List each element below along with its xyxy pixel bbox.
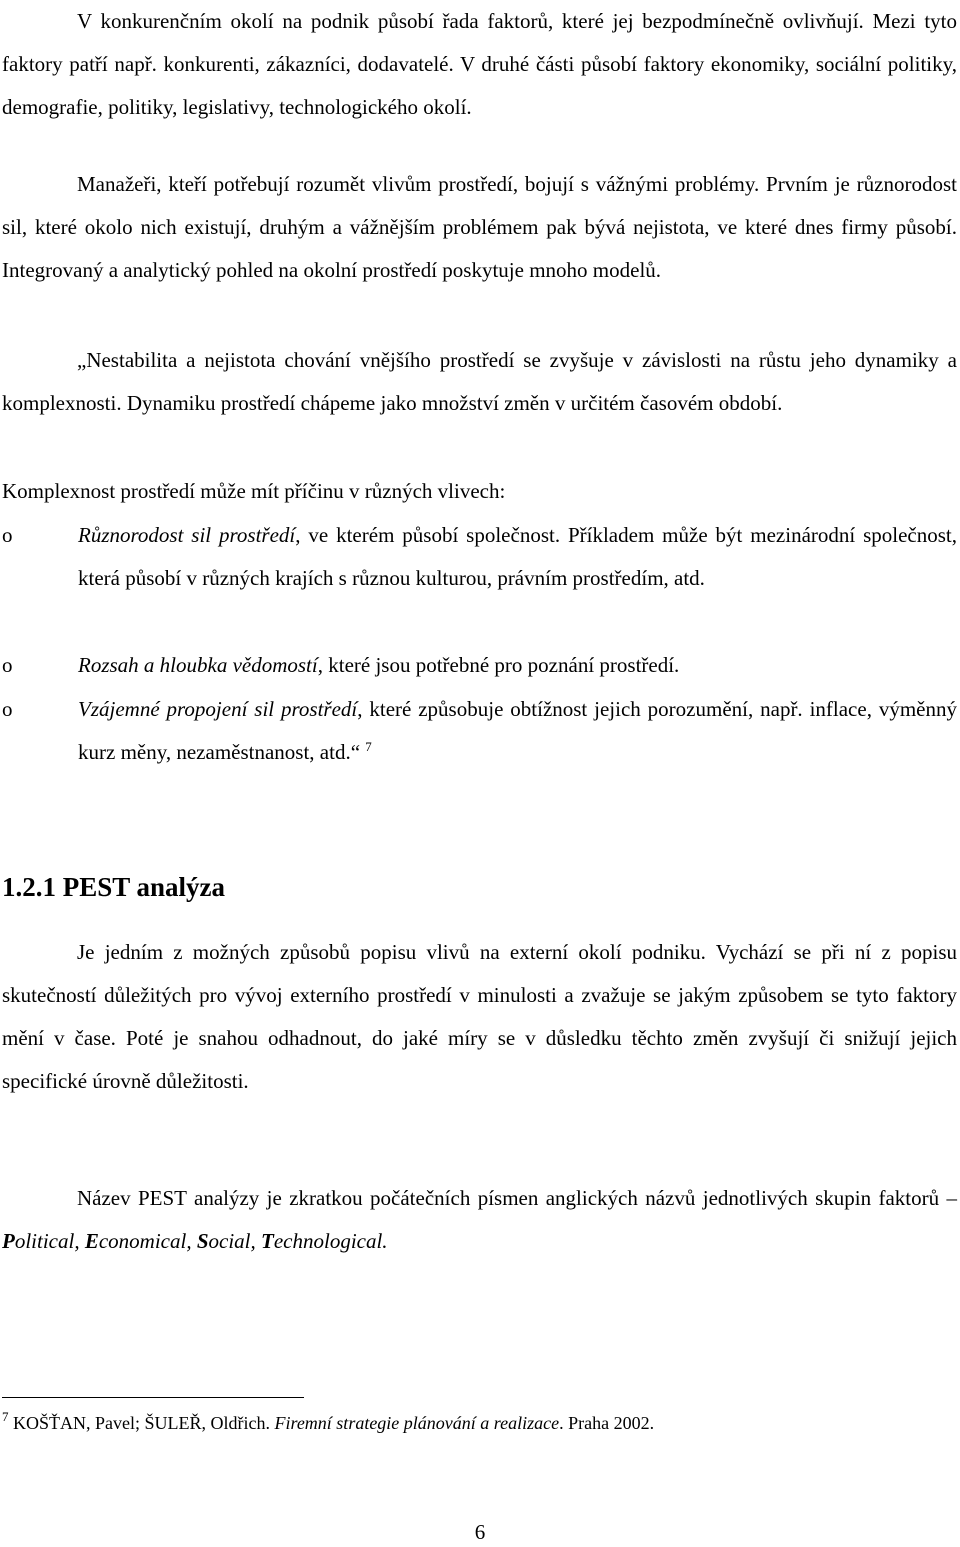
bullet-marker: o <box>2 697 13 721</box>
bullet-description: , které způsobuje obtížnost jejich porozumění, např. inflace, výměnný kurz měny, nezaměstnanost, atd.“ <box>78 697 957 764</box>
pest-term-technological: Technological. <box>261 1229 388 1253</box>
pest-term-social: Social, <box>196 1229 256 1253</box>
paragraph-competitive-environment: V konkurenčním okolí na podnik působí řada faktorů, které jej bezpodmínečně ovlivňují. Mezi tyto faktory patří např. konkurenti, zákazníci, dodavatelé. V druhé části působí faktory ekonomiky, sociální politiky, demografie, politiky, legislativy, technologického okolí. <box>2 9 957 119</box>
quote-instability: „Nestabilita a nejistota chování vnějšího prostředí se zvyšuje v závislosti na růstu jeho dynamiky a komplexnosti. Dynamiku prostředí chápeme jako množství změn v určitém časovém období. <box>2 348 957 415</box>
bullet-term: Různorodost sil prostředí <box>78 523 296 547</box>
bullet-knowledge <box>78 644 957 687</box>
footnote-publication: . Praha 2002. <box>559 1413 655 1433</box>
page-number: 6 <box>474 1520 486 1544</box>
pest-term-economical: Economical, <box>84 1229 192 1253</box>
bullet-interconnection <box>78 688 957 776</box>
footnote-title: Firemní strategie plánování a realizace <box>274 1413 560 1433</box>
pest-lead-text: Název PEST analýzy je zkratkou počátečních písmen anglických názvů jednotlivých skupin faktorů – <box>77 1186 957 1210</box>
pest-term-political: Political, <box>2 1229 80 1253</box>
complexity-intro: Komplexnost prostředí může mít příčinu v různých vlivech: <box>2 479 506 503</box>
footnote-number: 7 <box>2 1409 9 1424</box>
bullet-description: , které jsou potřebné pro poznání prostředí. <box>317 653 680 677</box>
paragraph-pest-name <box>2 1177 957 1263</box>
footnote <box>2 1410 654 1438</box>
paragraph-pest-description: Je jedním z možných způsobů popisu vlivů na externí okolí podniku. Vychází se při ní z popisu skutečností důležitých pro vývoj externího prostředí v minulosti a zvažuje se jakým způsobem se tyto faktory mění v čase. Poté je snahou odhadnout, do jaké míry se v důsledku těchto změn zvyšují či snižují jejich specifické úrovně důležitosti. <box>2 940 957 1093</box>
paragraph-managers: Manažeři, kteří potřebují rozumět vlivům prostředí, bojují s vážnými problémy. Prvním je různorodost sil, které okolo nich existují, druhým a vážnějším problémem pak bývá nejistota, ve které dnes firmy působí. Integrovaný a analytický pohled na okolní prostředí poskytuje mnoho modelů. <box>2 172 957 282</box>
footnote-authors: KOŠŤAN, Pavel; ŠULEŘ, Oldřich. <box>13 1413 275 1433</box>
bullet-marker: o <box>2 653 13 677</box>
bullet-diversity <box>78 514 957 600</box>
bullet-marker: o <box>2 523 13 547</box>
bullet-term: Rozsah a hloubka vědomostí <box>78 653 318 677</box>
footnote-divider <box>2 1397 304 1398</box>
bullet-term: Vzájemné propojení sil prostředí <box>78 697 358 721</box>
section-heading: 1.2.1 PEST analýza <box>2 872 226 902</box>
footnote-reference[interactable]: 7 <box>365 739 372 754</box>
bullet-description: , ve kterém působí společnost. Příkladem může být mezinárodní společnost, která působí v různých krajích s různou kulturou, právním prostředím, atd. <box>78 523 958 590</box>
